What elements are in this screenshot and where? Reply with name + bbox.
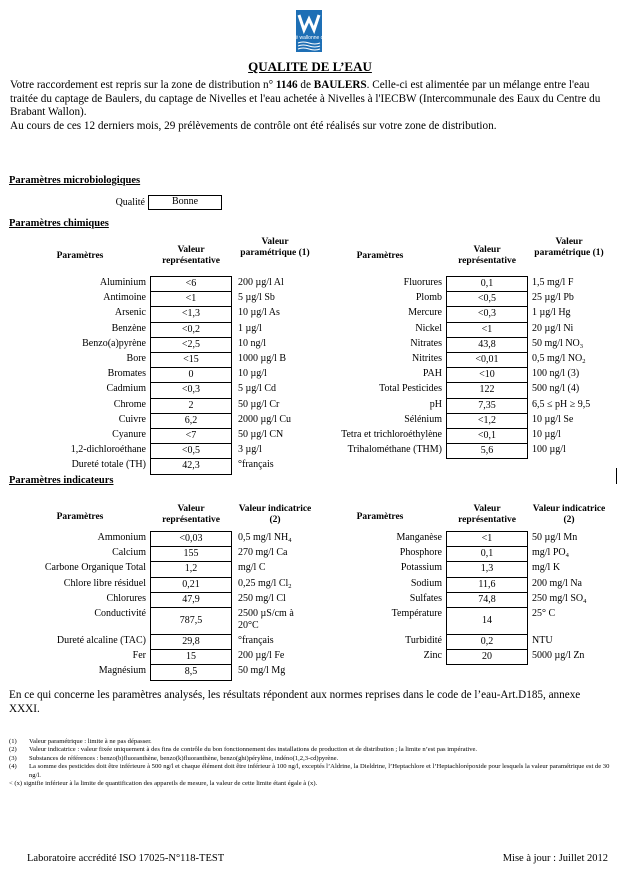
footnotes xyxy=(9,738,611,788)
param-name: Mercure xyxy=(408,307,442,319)
chem-col-param-left: Paramètres xyxy=(56,251,104,261)
param-name: Trihalométhane (THM) xyxy=(347,444,442,456)
intro-paragraph-1: Votre raccordement est repris sur la zone de distribution n° 1146 de BAULERS. Celle-ci est alimentée par un mélange entre l'eau traitée du captage de Baulers, du captage de Nivelles et l'eau achetée à Nivelles à l'IECBW (Intercommunale des Eaux du Centre du Brabant Wallon). xyxy=(10,79,601,119)
param-name: Cuivre xyxy=(118,413,146,425)
param-value: 15 xyxy=(150,649,232,664)
param-reference: 200 µg/l Fe xyxy=(238,650,285,662)
param-value: 74,8 xyxy=(446,592,528,607)
micro-heading: Paramètres microbiologiques xyxy=(9,175,141,186)
logo-icon xyxy=(277,10,341,52)
param-reference: 100 ng/l (3) xyxy=(532,368,580,380)
param-value: 8,5 xyxy=(150,664,232,680)
param-value: <1 xyxy=(446,531,528,546)
param-reference: 50 mg/l $NO_3$ xyxy=(532,337,584,350)
param-value: 11,6 xyxy=(446,577,528,592)
micro-quality-label: Qualité xyxy=(115,197,145,208)
param-value: 29,8 xyxy=(150,634,232,649)
param-reference: 250 mg/l Cl xyxy=(238,592,286,604)
param-name: Sulfates xyxy=(409,592,442,604)
edge-mark xyxy=(616,468,617,484)
param-reference: 10 µg/l Se xyxy=(532,413,574,425)
param-name: Fer xyxy=(132,650,146,662)
param-reference: 2000 µg/l Cu xyxy=(238,413,291,425)
param-name: Benzo(a)pyrène xyxy=(82,337,146,349)
footnote: (1) Valeur paramétrique : limite à ne pas dépasser. xyxy=(9,738,152,745)
param-value: 14 xyxy=(446,607,528,634)
param-reference: 6,5 ≤ pH ≥ 9,5 xyxy=(532,398,591,410)
chem-col-param-right: Paramètres xyxy=(356,251,404,261)
param-reference: 10 µg/l xyxy=(532,429,561,440)
param-name: Zinc xyxy=(423,650,442,662)
param-name: Potassium xyxy=(400,562,442,574)
param-reference: 0,5 mg/l $NO_2$ xyxy=(532,353,586,365)
footnote: (4) La somme des pesticides doit être inférieure à 500 ng/l et chaque élément doit être inférieur à 100 ng/l, exceptés l’Aldrine, la Dieldrine, l’Heptachlore et l’Heptachlorépoxide pour lesquels la valeur paramétrique est de 30 ng/l. xyxy=(9,763,610,779)
param-name: Phosphore xyxy=(399,547,442,559)
ind-col-val-right: Valeur représentative xyxy=(458,504,516,525)
param-value: 5,6 xyxy=(446,443,528,459)
param-value: 0,1 xyxy=(446,276,528,291)
param-name: Carbone Organique Total xyxy=(44,562,146,574)
param-name: Bore xyxy=(126,353,146,364)
chem-col-val-right: Valeur représentative xyxy=(458,245,516,266)
param-value: <0,5 xyxy=(446,291,528,306)
param-value: <15 xyxy=(150,352,232,367)
param-value: 122 xyxy=(446,382,528,397)
param-value: 787,5 xyxy=(150,607,232,634)
param-reference: 1 µg/l xyxy=(238,322,262,334)
param-name: Chlorures xyxy=(106,592,146,604)
conclusion-text: En ce qui concerne les paramètres analysés, les résultats répondent aux normes reprises dans le code de l’eau-Art.D185, annexe XXXI. xyxy=(9,689,581,715)
param-value: 1,3 xyxy=(446,561,528,576)
param-value: <0,2 xyxy=(150,322,232,337)
ind-col-val-left: Valeur représentative xyxy=(162,504,220,525)
param-name: Sodium xyxy=(410,577,442,589)
param-reference: °français xyxy=(238,635,274,646)
chem-col-ref-left: Valeur paramétrique (1) xyxy=(240,237,310,258)
param-value: <2,5 xyxy=(150,337,232,352)
param-value: 0,2 xyxy=(446,634,528,649)
chem-heading: Paramètres chimiques xyxy=(9,218,109,229)
param-reference: 1,5 mg/l F xyxy=(532,277,574,288)
param-value: <1,3 xyxy=(150,306,232,321)
ind-heading: Paramètres indicateurs xyxy=(9,475,114,486)
param-reference: 5 µg/l Cd xyxy=(238,383,276,395)
chem-col-ref-right: Valeur paramétrique (1) xyxy=(534,237,604,258)
param-value: 155 xyxy=(150,546,232,561)
param-value: <0,3 xyxy=(446,306,528,321)
param-value: <1,2 xyxy=(446,413,528,428)
param-value: 0,21 xyxy=(150,577,232,592)
param-value: <7 xyxy=(150,428,232,443)
param-name: Dureté totale (TH) xyxy=(71,459,146,471)
param-name: Ammonium xyxy=(97,532,146,543)
param-reference: 50 µg/l CN xyxy=(238,429,284,440)
param-reference: NTU xyxy=(532,635,553,646)
param-reference: 1 µg/l Hg xyxy=(532,307,571,319)
intro-paragraph-2: Au cours de ces 12 derniers mois, 29 prélèvements de contrôle ont été réalisés sur votre zone de distribution. xyxy=(10,119,497,132)
param-name: Cyanure xyxy=(112,429,146,440)
param-reference: 250 mg/l $SO_4$ xyxy=(532,592,587,605)
param-value: 1,2 xyxy=(150,561,232,576)
param-value: 6,2 xyxy=(150,413,232,428)
param-value: 0 xyxy=(150,367,232,382)
param-reference: 10 µg/l As xyxy=(238,307,280,319)
param-name: Fluorures xyxy=(403,277,442,288)
param-value: <0,01 xyxy=(446,352,528,367)
micro-quality-value: Bonne xyxy=(148,195,222,210)
param-reference: 50 µg/l Cr xyxy=(238,398,280,410)
footer-accreditation: Laboratoire accrédité ISO 17025-N°118-TEST xyxy=(27,853,225,864)
param-reference: mg/l $PO_4$ xyxy=(532,547,569,560)
param-name: Cadmium xyxy=(106,383,146,395)
param-name: 1,2-dichloroéthane xyxy=(70,444,146,456)
param-reference: °français xyxy=(238,459,274,471)
param-reference: 100 µg/l xyxy=(532,444,566,456)
param-reference: 5000 µg/l Zn xyxy=(532,650,585,662)
footnote: < (x) signifie inférieur à la limite de quantification des appareils de mesure, la valeur de cette limite étant égale à (x). xyxy=(9,780,318,788)
param-value: 20 xyxy=(446,649,528,665)
param-value: <10 xyxy=(446,367,528,382)
param-name: Turbidité xyxy=(405,635,442,646)
param-reference: 5 µg/l Sb xyxy=(238,292,275,304)
footnote: (2) Valeur indicatrice : valeur fixée uniquement à des fins de contrôle du bon fonctionnement des installations de production et de distribution ; la limite n’est pas impérative. xyxy=(9,746,478,754)
param-reference: 50 mg/l Mg xyxy=(238,665,286,677)
param-name: Total Pesticides xyxy=(379,383,442,395)
param-reference: 25 µg/l Pb xyxy=(532,292,574,304)
param-name: Chlore libre résiduel xyxy=(63,577,146,589)
param-name: Calcium xyxy=(112,547,146,559)
intro-text xyxy=(10,79,610,133)
param-name: Arsenic xyxy=(114,307,146,319)
param-reference: 270 mg/l Ca xyxy=(238,547,288,559)
param-name: Bromates xyxy=(107,368,146,380)
param-name: Dureté alcaline (TAC) xyxy=(56,635,146,646)
param-value: <0,5 xyxy=(150,443,232,458)
param-reference: 3 µg/l xyxy=(238,444,262,456)
param-reference: 200 µg/l Al xyxy=(238,277,284,288)
param-value: <1 xyxy=(150,291,232,306)
param-name: Plomb xyxy=(415,292,442,304)
param-name: Nitrates xyxy=(410,337,442,349)
param-name: Nitrites xyxy=(412,353,442,364)
page-title: QUALITE DE L’EAU xyxy=(248,59,372,74)
param-value: 43,8 xyxy=(446,337,528,352)
param-reference: 25° C xyxy=(532,608,556,619)
param-value: 0,1 xyxy=(446,546,528,561)
param-reference: 2500 µS/cm à 20°C xyxy=(238,608,294,631)
param-reference: 20 µg/l Ni xyxy=(532,322,574,334)
param-value: <6 xyxy=(150,276,232,291)
ind-col-param-right: Paramètres xyxy=(356,512,404,522)
param-reference: 10 ng/l xyxy=(238,337,267,349)
param-name: pH xyxy=(429,398,442,410)
logo-text: la société wallonne des eaux xyxy=(277,35,341,41)
param-reference: mg/l C xyxy=(238,562,266,574)
water-company-logo xyxy=(277,10,341,52)
zone-number: 1146 xyxy=(275,79,298,91)
footnote: (3) Substances de références : benzo(b)fluoranthène, benzo(k)fluoranthène, benzo(ghi)pérylène, indéno(1,2,3-cd)pyrène. xyxy=(9,754,339,762)
param-reference: 0,25 mg/l $Cl_2$ xyxy=(238,577,292,590)
param-reference: mg/l K xyxy=(532,562,561,574)
ind-col-ref-right: Valeur indicatrice (2) xyxy=(532,504,606,525)
param-name: Antimoine xyxy=(103,292,146,304)
param-value: 47,9 xyxy=(150,592,232,607)
param-name: PAH xyxy=(422,368,442,380)
param-name: Conductivité xyxy=(94,608,146,619)
ind-col-param-left: Paramètres xyxy=(56,512,104,522)
param-value: 42,3 xyxy=(150,458,232,474)
param-value: <1 xyxy=(446,322,528,337)
param-name: Manganèse xyxy=(396,532,442,543)
param-value: <0,03 xyxy=(150,531,232,546)
param-reference: 0,5 mg/l $NH_4$ xyxy=(238,532,292,544)
footer-update-date: Mise à jour : Juillet 2012 xyxy=(502,853,608,864)
param-name: Température xyxy=(391,608,442,619)
param-reference: 500 ng/l (4) xyxy=(532,383,580,395)
ind-col-ref-left: Valeur indicatrice (2) xyxy=(238,504,312,525)
chem-col-val-left: Valeur représentative xyxy=(162,245,220,266)
param-name: Sélénium xyxy=(404,413,442,425)
param-name: Benzène xyxy=(111,322,146,334)
param-name: Magnésium xyxy=(98,665,146,677)
param-value: <0,3 xyxy=(150,382,232,397)
param-value: 7,35 xyxy=(446,398,528,413)
param-value: <0,1 xyxy=(446,428,528,443)
param-value: 2 xyxy=(150,398,232,413)
param-name: Nickel xyxy=(415,322,442,334)
param-reference: 50 µg/l Mn xyxy=(532,532,578,543)
param-name: Chrome xyxy=(113,398,146,410)
param-name: Aluminium xyxy=(99,277,146,288)
param-reference: 10 µg/l xyxy=(238,368,267,380)
param-name: Tetra et trichloroéthylène xyxy=(341,429,442,440)
zone-name: BAULERS xyxy=(313,79,367,91)
param-reference: 1000 µg/l B xyxy=(238,353,286,364)
param-reference: 200 mg/l Na xyxy=(532,577,582,589)
